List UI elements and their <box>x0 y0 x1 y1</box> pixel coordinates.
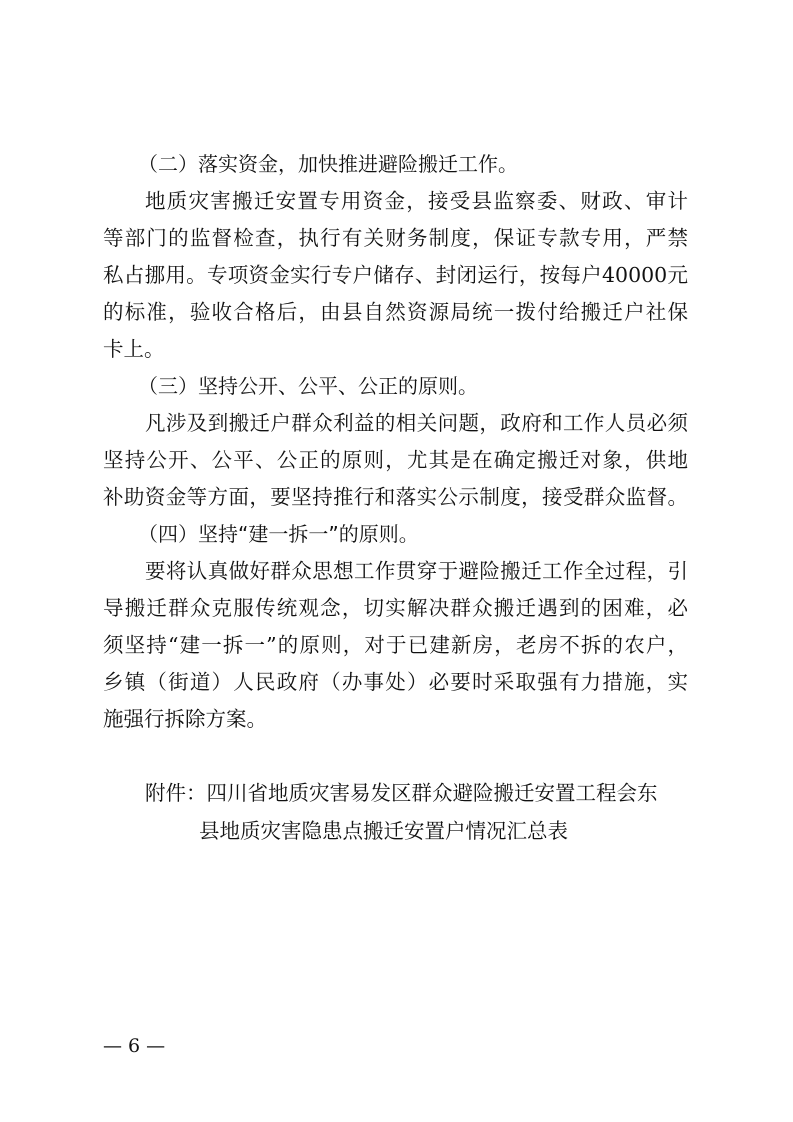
section-2-line-4: 的标准，验收合格后，由县自然资源局统一拨付给搬迁户社保 <box>103 300 688 324</box>
section-4-line-4: 乡镇（街道）人民政府（办事处）必要时采取强有力措施，实 <box>103 670 688 694</box>
section-4-line-3: 须坚持“建一拆一”的原则，对于已建新房，老房不拆的农户， <box>103 633 688 657</box>
section-3-heading: （三）坚持公开、公平、公正的原则。 <box>138 374 478 398</box>
section-2-line-1: 地质灾害搬迁安置专用资金，接受县监察委、财政、审计 <box>145 189 688 213</box>
section-4-line-1: 要将认真做好群众思想工作贯穿于避险搬迁工作全过程，引 <box>145 559 688 583</box>
section-3-line-2: 坚持公开、公平、公正的原则，尤其是在确定搬迁对象，供地 <box>103 448 688 472</box>
section-3-line-3: 补助资金等方面，要坚持推行和落实公示制度，接受群众监督。 <box>103 485 688 509</box>
attachment-line-1: 附件：四川省地质灾害易发区群众避险搬迁安置工程会东 <box>145 781 658 805</box>
section-4-line-5: 施强行拆除方案。 <box>103 707 267 731</box>
page-number: — 6 — <box>103 1035 166 1057</box>
section-2-line-3: 私占挪用。专项资金实行专户储存、封闭运行，按每户40000元 <box>103 263 688 287</box>
section-2-heading: （二）落实资金，加快推进避险搬迁工作。 <box>138 152 518 176</box>
section-4-heading: （四）坚持“建一拆一”的原则。 <box>138 522 419 546</box>
attachment-line-2: 县地质灾害隐患点搬迁安置户情况汇总表 <box>199 819 568 843</box>
section-2-line-2: 等部门的监督检查，执行有关财务制度，保证专款专用，严禁 <box>103 226 688 250</box>
section-4-line-2: 导搬迁群众克服传统观念，切实解决群众搬迁遇到的困难，必 <box>103 596 688 620</box>
section-2-line-5: 卡上。 <box>103 337 165 361</box>
section-3-line-1: 凡涉及到搬迁户群众利益的相关问题，政府和工作人员必须 <box>145 411 688 435</box>
